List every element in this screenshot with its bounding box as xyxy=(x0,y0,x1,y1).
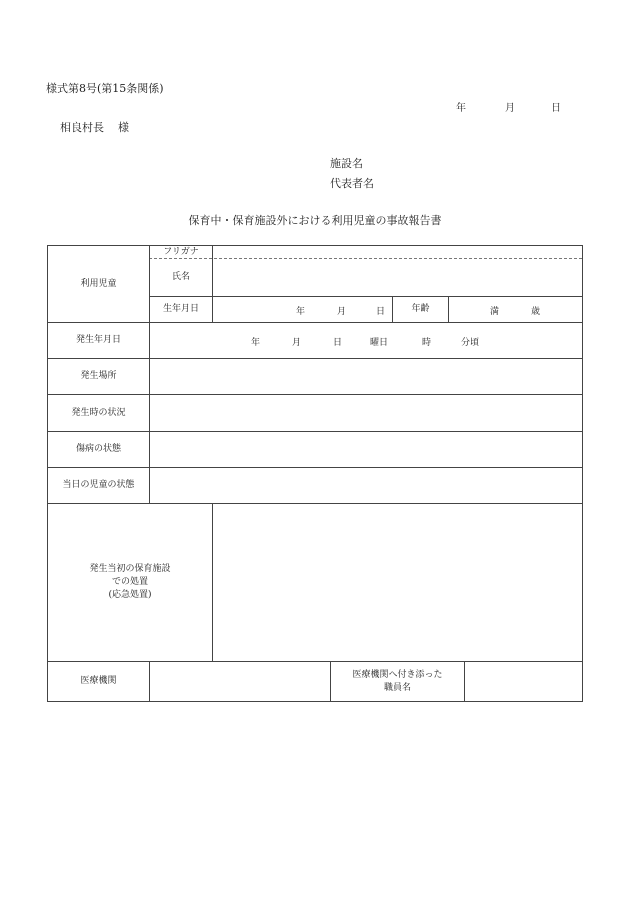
medical-institution-field[interactable] xyxy=(150,662,330,701)
age-field[interactable] xyxy=(449,297,582,322)
facility-name-label: 施設名 xyxy=(330,157,363,170)
occ-weekday-unit: 曜日 xyxy=(370,338,389,348)
medical-institution-label: 医療機関 xyxy=(80,676,117,686)
table-border-bottom xyxy=(47,701,583,702)
escort-staff-field[interactable] xyxy=(465,662,582,701)
situation-field[interactable] xyxy=(150,395,582,431)
table-border-right xyxy=(582,245,583,702)
location-label: 発生場所 xyxy=(80,371,117,381)
birth-year-unit: 年 xyxy=(296,307,306,317)
form-number: 様式第8号(第15条関係) xyxy=(46,82,164,95)
age-unit: 歳 xyxy=(531,307,541,317)
first-aid-field[interactable] xyxy=(213,504,582,661)
child-condition-label: 当日の児童の状態 xyxy=(62,480,135,490)
date-year-label: 年 xyxy=(456,103,466,114)
injury-field[interactable] xyxy=(150,432,582,467)
birth-month-unit: 月 xyxy=(337,307,347,317)
date-day-label: 日 xyxy=(551,103,561,114)
name-field[interactable] xyxy=(213,259,582,296)
addressee-suffix: 様 xyxy=(118,121,129,134)
occ-day-unit: 日 xyxy=(333,338,343,348)
injury-label: 傷病の状態 xyxy=(75,444,121,454)
birthdate-field[interactable] xyxy=(213,297,392,322)
date-month-label: 月 xyxy=(505,103,515,114)
occurrence-date-field[interactable] xyxy=(150,323,582,358)
birth-day-unit: 日 xyxy=(376,307,386,317)
child-condition-field[interactable] xyxy=(150,468,582,503)
age-label: 年齢 xyxy=(411,304,430,314)
occ-minute-unit: 分頃 xyxy=(461,338,480,348)
occ-month-unit: 月 xyxy=(292,338,302,348)
first-aid-label: 発生当初の保育施設 での処置 (応急処置) xyxy=(89,564,171,600)
age-full-prefix: 満 xyxy=(490,307,500,317)
location-field[interactable] xyxy=(150,359,582,394)
furigana-label: フリガナ xyxy=(163,246,199,257)
occ-year-unit: 年 xyxy=(251,338,261,348)
situation-label: 発生時の状況 xyxy=(71,407,126,418)
child-section-label: 利用児童 xyxy=(80,278,117,289)
addressee: 相良村長 xyxy=(60,121,104,134)
birthdate-label: 生年月日 xyxy=(162,304,199,314)
escort-staff-label: 医療機関へ付き添った 職員名 xyxy=(352,669,443,693)
representative-label: 代表者名 xyxy=(330,177,374,190)
occurrence-date-label: 発生年月日 xyxy=(75,335,121,345)
occ-hour-unit: 時 xyxy=(422,338,432,348)
furigana-field[interactable] xyxy=(213,246,582,258)
document-title: 保育中・保育施設外における利用児童の事故報告書 xyxy=(188,214,442,227)
name-label: 氏名 xyxy=(171,272,190,282)
